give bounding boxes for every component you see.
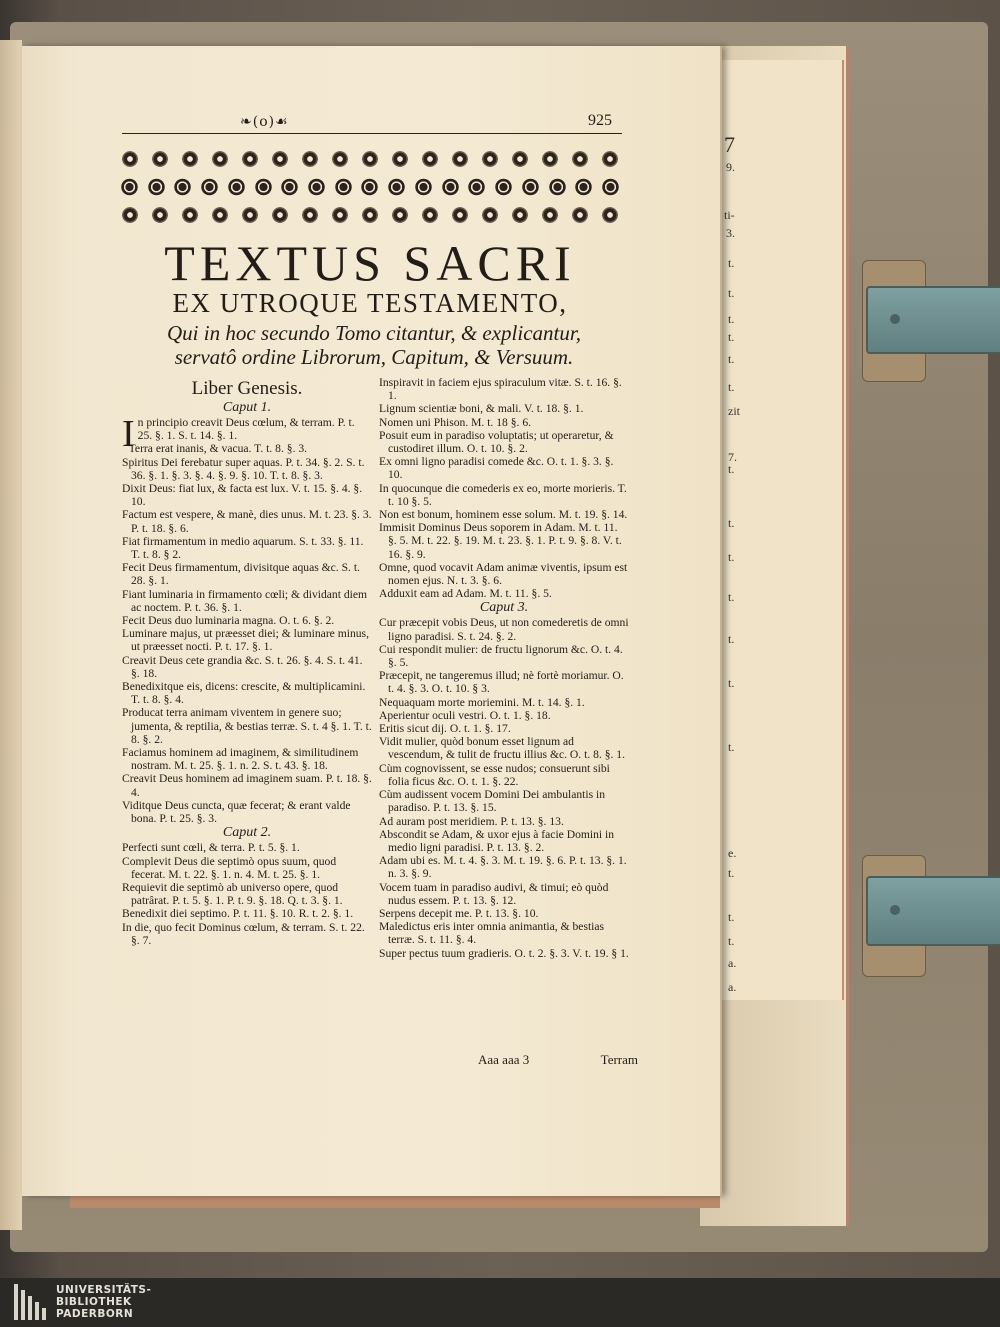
index-entry: Luminare majus, ut præesset diei; & luminare minus, ut præesset nocti. P. t. 17. §. 1. (122, 627, 369, 654)
chapter-heading: Caput 2. (222, 825, 272, 841)
page-title: TEXTUS SACRI (164, 235, 576, 291)
index-entry: Cùm cognovissent, se esse nudos; consuerunt sibi folia ficus &c. O. t. 1. §. 22. (379, 761, 610, 788)
index-entry: Fecit Deus firmamentum, divisitque aquas &c. S. t. 28. §. 1. (122, 561, 360, 588)
signature-mark: Aaa aaa 3 (478, 1052, 530, 1067)
ornament-icon (210, 148, 230, 170)
ornament-icon (570, 148, 590, 170)
index-entry: Fiat firmamentum in medio aquarum. S. t. 33. §. 11. T. t. 8. § 2. (122, 534, 364, 562)
index-entry: Abscondit se Adam, & uxor ejus à facie Domini in medio ligni paradisi. P. t. 13. §. 2. (379, 827, 615, 854)
left-text-column (122, 376, 372, 947)
index-entry: Complevit Deus die septimò opus suum, quod fecerat. M. t. 22. §. 1. n. 4. M. t. 25. §. 1. (122, 854, 337, 881)
index-entry: Cui respondit mulier: de fructu lignorum &c. O. t. 4. §. 5. (379, 642, 623, 670)
ornament-icon (240, 148, 260, 170)
ornament-icon (120, 178, 139, 196)
ornament-icon (330, 204, 350, 226)
entry-list (379, 616, 629, 959)
ornament-icon (147, 178, 166, 196)
ornament-icon (480, 204, 500, 226)
ornament-icon (173, 178, 192, 196)
index-entry: Super pectus tuum gradieris. O. t. 2. §. 3. V. t. 19. § 1. (379, 946, 629, 960)
index-entry: Producat terra animam viventem in genere suo; jumenta, & reptilia, & bestias terræ. S. t. 4 §. 1. T. t. 8. §. 2. (122, 706, 372, 746)
entry-list (122, 413, 372, 826)
margin-fragment: t. (728, 550, 735, 564)
margin-fragment: t. (728, 286, 735, 300)
index-entry: Viditque Deus cuncta, quæ fecerat; & erant valde bona. P. t. 25. §. 3. (122, 798, 351, 826)
library-footer (0, 1278, 1000, 1327)
index-entry: Adam ubi es. M. t. 4. §. 3. M. t. 19. §. 6. P. t. 13. §. 1. n. 3. §. 9. (379, 854, 627, 881)
index-entry: Perfecti sunt cœli, & terra. P. t. 5. §. 1. (122, 841, 300, 855)
margin-fragment: a. (728, 980, 737, 994)
ornament-icon (360, 148, 380, 170)
ornament-icon (300, 148, 320, 170)
ornament-icon (480, 148, 500, 170)
ornament-icon (270, 148, 290, 170)
index-entry: Requievit die septimò ab universo opere, quod patrârat. P. t. 5. §. 1. P. t. 9. §. 18. Q. t. 3. §. 1. (122, 880, 343, 908)
ornament-icon (210, 204, 230, 226)
index-entry: Vocem tuam in paradiso audivi, & timui; eò quòd nudus essem. P. t. 13. §. 12. (379, 880, 609, 907)
index-entry: Nequaquam morte moriemini. M. t. 14. §. 1. (379, 695, 585, 709)
margin-fragment: ti- (724, 208, 735, 222)
margin-fragment: t. (728, 462, 735, 476)
ornament-icon (307, 178, 326, 196)
index-entry: Ex omni ligno paradisi comede &c. O. t. 1. §. 3. §. 10. (379, 455, 614, 482)
index-entry: In die, quo fecit Dominus cœlum, & terram. S. t. 22. §. 7. (122, 920, 365, 947)
right-text-column (379, 376, 629, 960)
library-name (56, 1284, 151, 1320)
ornament-icon (494, 178, 513, 196)
index-entry: Eritis sicut dij. O. t. 1. §. 17. (379, 722, 511, 736)
ornament-icon (200, 178, 219, 196)
index-entry: Maledictus eris inter omnia animantia, & bestias terræ. S. t. 11. §. 4. (379, 920, 605, 947)
title-description: Qui in hoc secundo Tomo citantur, & explicantur, servatô ordine Librorum, Capitum, & Versuum. (167, 321, 581, 369)
ornament-icon (390, 204, 410, 226)
index-entry: Non est bonum, hominem esse solum. M. t. 19. §. 14. (379, 508, 628, 522)
margin-fragment: t. (728, 910, 735, 924)
book-heading: Liber Genesis. (191, 378, 303, 399)
printed-page (22, 46, 722, 1196)
library-logo-icon (14, 1284, 48, 1320)
margin-fragment: t. (728, 740, 735, 754)
margin-fragment: a. (728, 956, 737, 970)
ornament-icon (120, 204, 140, 226)
ornament-row (120, 174, 620, 199)
ornament-icon (360, 178, 379, 196)
ornament-icon (540, 148, 560, 170)
ornament-icon (420, 204, 440, 226)
clasp-rivet-icon (890, 314, 900, 324)
margin-fragment: t. (728, 632, 735, 646)
running-head-ornament: ❧(o)☙ (240, 114, 289, 130)
ornament-icon (570, 204, 590, 226)
ornament-icon (270, 204, 290, 226)
ornament-icon (387, 178, 406, 196)
index-entry: Spiritus Dei ferebatur super aquas. P. t. 34. §. 2. S. t. 36. §. 1. §. 3. §. 4. §. 9. §. 10. T. t. 8. §. 3. (122, 455, 365, 482)
index-entry: Creavit Deus cete grandia &c. S. t. 26. §. 4. S. t. 41. §. 18. (122, 653, 363, 680)
margin-fragment: t. (728, 380, 735, 394)
lower-clasp (866, 876, 1000, 946)
margin-fragment: 7. (728, 450, 737, 464)
ornament-icon (180, 204, 200, 226)
ornament-icon (510, 148, 530, 170)
index-entry: In principio creavit Deus cœlum, & terram. P. t. 25. §. 1. S. t. 14. §. 1. (122, 413, 355, 455)
catchword: Terram (600, 1052, 638, 1067)
index-entry: Immisit Dominus Deus soporem in Adam. M. t. 11. §. 5. M. t. 22. §. 19. M. t. 23. §. 1. P. t. 9. §. 8. V. t. 16. §. 9. (379, 521, 622, 561)
index-entry: Cùm audissent vocem Domini Dei ambulantis in paradiso. P. t. 13. §. 15. (379, 788, 606, 815)
page-subtitle: EX UTROQUE TESTAMENTO, (172, 288, 568, 318)
ornament-icon (360, 204, 380, 226)
margin-fragment: t. (728, 516, 735, 530)
index-entry: Ad auram post meridiem. P. t. 13. §. 13. (379, 814, 564, 828)
entry-list (122, 841, 372, 947)
ornament-icon (540, 204, 560, 226)
chapter-heading: Caput 3. (479, 600, 529, 616)
margin-fragment: t. (728, 934, 735, 948)
index-entry: Nomen uni Phison. M. t. 18 §. 6. (379, 415, 532, 429)
index-entry: Benedixitque eis, dicens: crescite, & multiplicamini. T. t. 8. §. 4. (122, 680, 366, 707)
ornament-icon (510, 204, 530, 226)
index-entry: Aperientur oculi vestri. O. t. 1. §. 18. (379, 708, 551, 722)
index-entry: Fecit Deus duo luminaria magna. O. t. 6. §. 2. (122, 614, 335, 628)
ornament-icon (150, 204, 170, 226)
ornament-row (120, 203, 620, 228)
margin-fragment: 3. (726, 226, 735, 240)
left-page-edge (0, 40, 22, 1230)
drop-cap: I (122, 413, 135, 455)
margin-fragment: e. (728, 846, 737, 860)
index-entry: Vidit mulier, quòd bonum esset lignum ad vescendum, & tulit de fructu illius &c. O. t. 8. §. 1. (379, 735, 625, 762)
margin-fragment: 9. (726, 160, 735, 174)
index-entry: Omne, quod vocavit Adam animæ viventis, ipsum est nomen ejus. N. t. 3. §. 6. (379, 560, 628, 588)
ornament-icon (441, 178, 460, 196)
index-entry: Adduxit eam ad Adam. M. t. 11. §. 5. (379, 587, 552, 601)
ornament-icon (390, 148, 410, 170)
index-entry: Faciamus hominem ad imaginem, & similitudinem nostram. M. t. 25. §. 1. n. 2. S. t. 43. §. 18. (122, 746, 359, 773)
margin-fragment: t. (728, 676, 735, 690)
margin-fragment: t. (728, 256, 735, 270)
index-entry: Cur præcepit vobis Deus, ut non comederetis de omni ligno paradisi. S. t. 24. §. 2. (379, 616, 629, 643)
index-entry: Serpens decepit me. P. t. 13. §. 10. (379, 906, 539, 920)
ornament-icon (521, 178, 540, 196)
entry-list (379, 376, 629, 600)
chapter-heading: Caput 1. (222, 400, 272, 415)
ornament-icon (330, 148, 350, 170)
ornament-icon (450, 204, 470, 226)
ornament-icon (414, 178, 433, 196)
margin-fragment: t. (728, 866, 735, 880)
index-entry: In quocunque die comederis ex eo, morte morieris. T. t. 10 §. 5. (379, 481, 627, 508)
margin-fragment: t. (728, 352, 735, 366)
library-name-line: BIBLIOTHEK (56, 1296, 132, 1308)
ornament-icon (120, 148, 140, 170)
ornament-icon (420, 148, 440, 170)
running-head-rule (122, 113, 622, 134)
ornament-icon (450, 148, 470, 170)
ornament-icon (300, 204, 320, 226)
ornament-icon (574, 178, 593, 196)
index-entry: Creavit Deus hominem ad imaginem suam. P. t. 18. §. 4. (122, 772, 372, 799)
margin-fragment: zit (728, 404, 740, 418)
ornament-icon (334, 178, 353, 196)
index-entry: Fiant luminaria in firmamento cœli; & dividant diem ac noctem. P. t. 36. §. 1. (122, 587, 368, 614)
ornament-icon (548, 178, 567, 196)
library-name-line: PADERBORN (56, 1308, 134, 1320)
index-entry: Præcepit, ne tangeremus illud; nè fortè moriamur. O. t. 4. §. 3. O. t. 10. § 3. (379, 669, 624, 696)
ornament-icon (280, 178, 299, 196)
index-entry: Posuit eum in paradiso voluptatis; ut operaretur, & custodiret illum. O. t. 10. §. 2. (379, 428, 614, 456)
index-entry: Benedixit diei septimo. P. t. 11. §. 10. R. t. 2. §. 1. (122, 907, 354, 921)
ornament-icon (227, 178, 246, 196)
ornament-icon (240, 204, 260, 226)
decorative-headpiece (120, 146, 620, 228)
index-entry: Dixit Deus: fiat lux, & facta est lux. V. t. 15. §. 4. §. 10. (122, 482, 363, 509)
ornament-icon (254, 178, 273, 196)
ornament-row (120, 146, 620, 171)
ornament-icon (601, 178, 620, 196)
margin-fragment: 7 (724, 132, 735, 157)
clasp-rivet-icon (890, 905, 900, 915)
index-entry: Lignum scientiæ boni, & mali. V. t. 18. §. 1. (379, 402, 584, 416)
index-entry: Inspiravit in faciem ejus spiraculum vitæ. S. t. 16. §. 1. (379, 376, 622, 403)
upper-clasp (866, 286, 1000, 354)
margin-fragment: t. (728, 590, 735, 604)
ornament-icon (600, 148, 620, 170)
index-entry: Terra erat inanis, & vacua. T. t. 8. §. 3. (128, 442, 308, 456)
margin-fragment: t. (728, 330, 735, 344)
library-name-line: UNIVERSITÄTS- (56, 1284, 152, 1296)
page-footer-line (478, 1052, 638, 1068)
ornament-icon (467, 178, 486, 196)
page-number: 925 (588, 112, 612, 129)
margin-fragment: t. (728, 312, 735, 326)
ornament-icon (150, 148, 170, 170)
ornament-icon (600, 204, 620, 226)
ornament-icon (180, 148, 200, 170)
index-entry: Factum est vespere, & manè, dies unus. M. t. 23. §. 3. P. t. 18. §. 6. (122, 508, 372, 535)
